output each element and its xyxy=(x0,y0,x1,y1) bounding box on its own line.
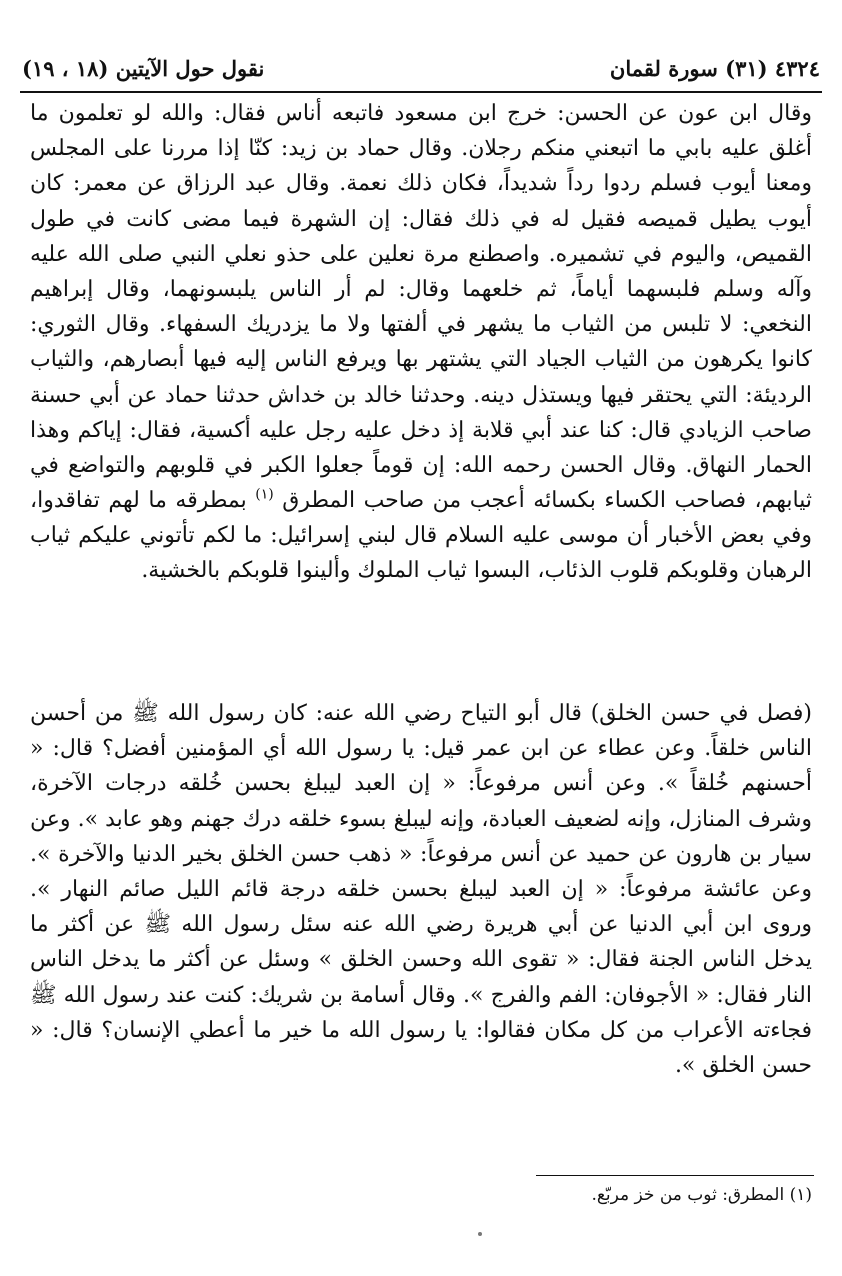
page-speck xyxy=(478,1232,482,1236)
page-header xyxy=(22,48,820,88)
body-paragraph-2: (فصل في حسن الخلق) قال أبو التياح رضي الله عنه: كان رسول الله ﷺ من أحسن الناس خلقاً. وعن عطاء عن ابن عمر قيل: يا رسول الله أي المؤمنين أفضل؟ قال: « أحسنهم خُلقاً ». وعن أنس مرفوعاً: « إن العبد ليبلغ بحسن خُلقه درجات الآخرة، وشرف المنازل، وإنه لضعيف العبادة، وإنه ليبلغ بسوء خلقه درك جهنم وهو عابد ». وعن سيار بن هارون عن حميد عن أنس مرفوعاً: « ذهب حسن الخلق بخير الدنيا والآخرة ». وعن عائشة مرفوعاً: « إن العبد ليبلغ بحسن خلقه درجة قائم الليل صائم النهار ». وروى ابن أبي الدنيا عن أبي هريرة رضي الله عنه سئل رسول الله ﷺ عن أكثر ما يدخل الناس الجنة فقال: « تقوى الله وحسن الخلق » وسئل عن أكثر ما يدخل الناس النار فقال: « الأجوفان: الفم والفرج ». وقال أسامة بن شريك: كنت عند رسول الله ﷺ فجاءته الأعراب من كل مكان فقالوا: يا رسول الله ما خير ما أعطي الإنسان؟ قال: « حسن الخلق ». xyxy=(30,701,812,1078)
footnote-divider xyxy=(536,1175,814,1176)
paragraph-1-text: وقال ابن عون عن الحسن: خرج ابن مسعود فاتبعه أناس فقال: والله لو تعلمون ما أغلق عليه بابي ما اتبعني منكم رجلان. وقال حماد بن زيد: كنّا إذا مررنا على المجلس ومعنا أيوب فسلم ردوا رداً شديداً، فكان ذلك نعمة. وقال عبد الرزاق عن معمر: كان أيوب يطيل قميصه فقيل له في ذلك فقال: إن الشهرة فيما مضى كانت في طول القميص، واليوم في تشميره. واصطنع مرة نعلين على حذو نعلي النبي صلى الله عليه وآله وسلم فلبسهما أياماً، ثم خلعهما وقال: لم أر الناس يلبسونهما، وقال إبراهيم النخعي: لا تلبس من الثياب ما يشهر في ألفتها ولا ما يزدريك السفهاء. وقال الثوري: كانوا يكرهون من الثياب الجياد التي يشتهر بها ويرفع الناس إليه فيها أبصارهم، والثياب الرديئة: التي يحتقر فيها ويستذل دينه. وحدثنا خالد بن خداش حدثنا حماد عن أبي حسنة صاحب الزيادي قال: كنا عند أبي قلابة إذ دخل عليه رجل عليه أكسية، فقال: إياكم وهذا الحمار النهاق. وقال الحسن رحمه الله: إن قوماً جعلوا الكبر في قلوبهم والتواضع في ثيابهم، فصاحب الكساء بكسائه أعجب من صاحب المطرق xyxy=(30,101,812,514)
header-section-title: نقول حول الآيتين (١٨ ، ١٩) xyxy=(22,55,265,81)
header-page-number-and-surah: ٤٣٢٤ (٣١) سورة لقمان xyxy=(609,55,820,81)
header-divider xyxy=(20,91,822,93)
footnote: (١) المطرق: ثوب من خز مربّع. xyxy=(591,1185,812,1205)
paragraph-1-end-text: بمطرقه ما لهم تفاقدوا، وفي بعض الأخبار أن موسى عليه السلام قال لبني إسرائيل: ما لكم تأتوني عليكم ثياب الرهبان وقلوبكم قلوب الذئاب، البسوا ثياب الملوك وألينوا قلوبكم بالخشية. xyxy=(30,488,812,584)
footnote-reference: (١) xyxy=(255,486,274,503)
body-paragraph-1 xyxy=(30,96,812,589)
